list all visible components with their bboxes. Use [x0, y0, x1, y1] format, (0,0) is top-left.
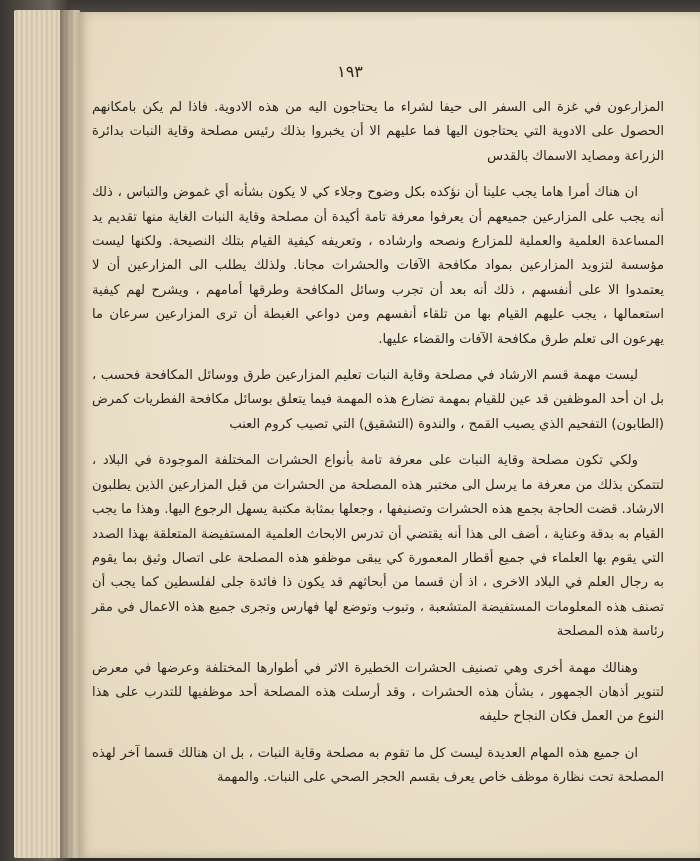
page-body: [92, 96, 664, 803]
paragraph: وهنالك مهمة أخرى وهي تصنيف الحشرات الخطيرة الاثر في أطوارها المختلفة وعرضها في معرض لتنوير أذهان الجمهور ، بشأن هذه الحشرات ، وقد أرسلت هذه المصلحة أحد موظفيها للتدرب على هذا النوع من العمل فكان النجاح حليفه: [92, 660, 664, 725]
page-number: ١٩٣: [337, 62, 363, 81]
paragraph: ولكي تكون مصلحة وقاية النبات على معرفة تامة بأنواع الحشرات المختلفة الموجودة في البلاد ، لتتمكن بذلك من معرفة ما يرسل الى مختبر هذه المصلحة من الحشرات من قبل المزارعين الذين يطلبون الارشاد. قضت الحاجة بجمع هذه الحشرات وتصنيفها ، وجعلها بمثابة مكتبة يسهل الرجوع اليها. وهذا ما يجب القيام به بدقة وعناية ، أضف الى هذا أنه يقتضي أن تدرس الابحاث العلمية المستفيضة المتعلقة بهذا الصدد التي يقوم بها العلماء في جميع أقطار المعمورة كي يبقى موظفو هذه المصلحة على اتصال وثيق بما يقوم به رجال العلم في البلاد الاخرى ، اذ أن قسما من أبحاثهم قد يكون ذا فائدة جلى لفلسطين كما يجب أن تصنف هذه المعلومات المستفيضة المتشعبة ، وتبوب وتوضع لها فهارس وتجرى جميع هذه الاعمال في مقر رئاسة هذه المصلحة: [92, 453, 664, 640]
paragraph: ليست مهمة قسم الارشاد في مصلحة وقاية النبات تعليم المزارعين طرق ووسائل المكافحة فحسب ، بل ان أحد الموظفين قد عين للقيام بمهمة تضارع هذه المهمة فيما يتعلق بوسائل مكافحة الفطريات كمرض (الطابون) التفحيم الذي يصيب القمح ، والندوة (التشقيق) التي تصيب كروم العنب: [92, 368, 664, 432]
paragraph: ان جميع هذه المهام العديدة ليست كل ما تقوم به مصلحة وقاية النبات ، بل ان هنالك قسما آخر لهذه المصلحة تحت نظارة موظف خاص يعرف بقسم الحجر الصحي على النبات. والمهمة: [92, 745, 664, 786]
background-strip: [0, 0, 700, 12]
paragraph: ان هناك أمرا هاما يجب علينا أن نؤكده بكل وضوح وجلاء كي لا يكون بشأنه أي غموض والتباس ، ذلك أنه يجب على المزارعين جميعهم أن يعرفوا معرفة تامة أكيدة أن مصلحة وقاية النبات الغاية منها تقديم يد المساعدة العلمية والعملية للمزارع ونصحه وارشاده ، وتعريفه كيفية القيام بتلك النصيحة. ولكنها ليست مؤسسة لتزويد المزارعين بمواد مكافحة الآفات والحشرات مجانا. ولذلك يطلب الى المزارعين أن لا يعتمدوا الا على أنفسهم ، ذلك أنه بعد أن تجرب وسائل المكافحة وطرقها أمامهم ، ويشرح لهم كيفية استعمالها ، يجب عليهم القيام بها من تلقاء أنفسهم ومن دواعي الغبطة أن ترى المزارعين سرعان ما يهرعون الى تعلم طرق مكافحة الآفات والقضاء عليها.: [92, 185, 664, 347]
paragraph: المزارعون في غزة الى السفر الى حيفا لشراء ما يحتاجون اليه من هذه الادوية. فاذا لم يكن بامكانهم الحصول على الادوية التي يحتاجون اليها فما عليهم الا أن يخبروا بذلك رئيس مصلحة وقاية النبات بدائرة الزراعة ومصايد الاسماك بالقدس: [92, 100, 664, 164]
spine-shadow: [60, 10, 86, 858]
